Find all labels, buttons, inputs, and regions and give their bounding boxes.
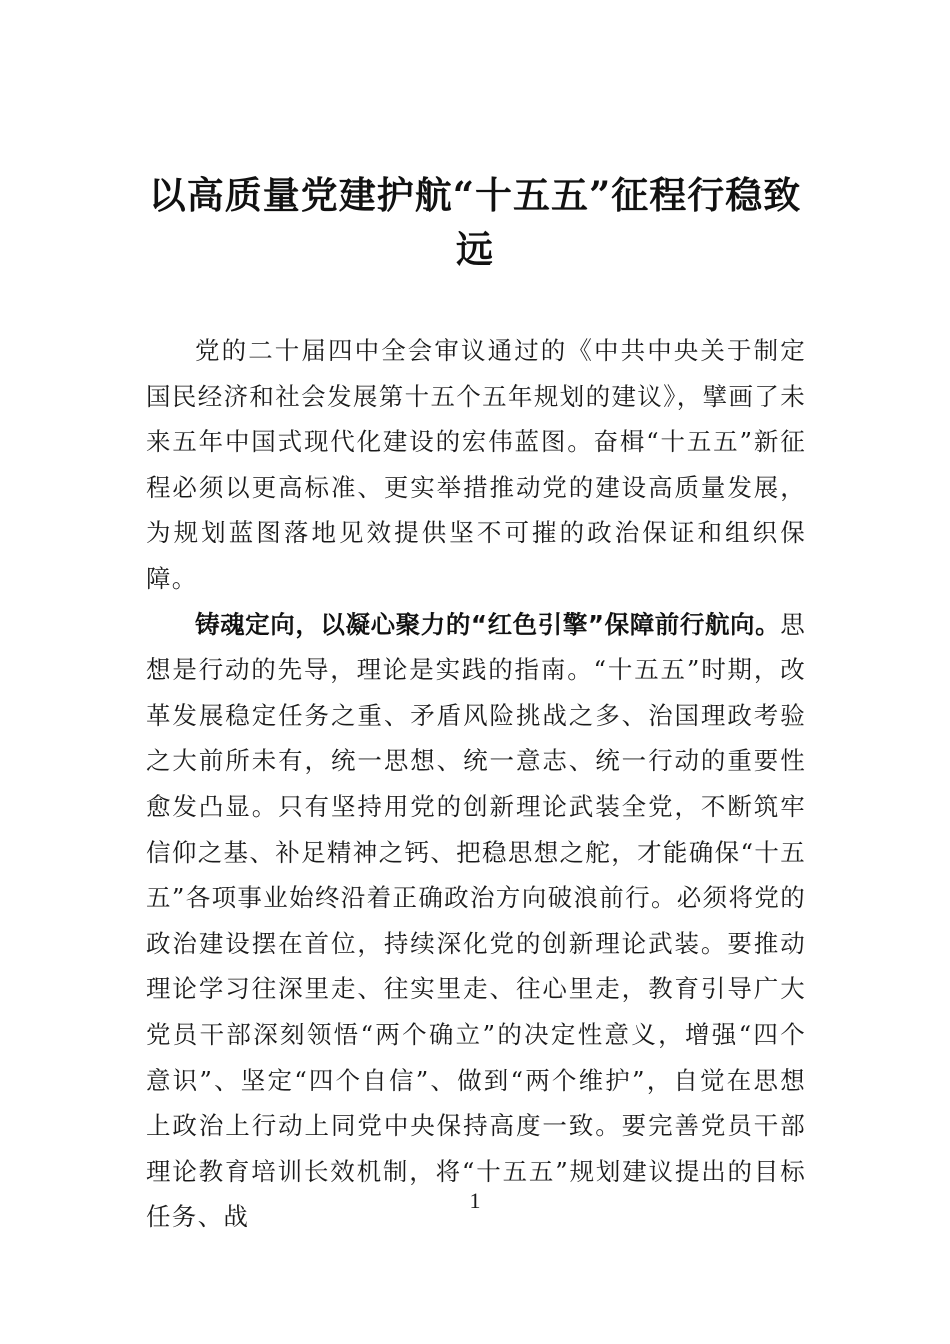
paragraph-text: 党的二十届四中全会审议通过的《中共中央关于制定国民经济和社会发展第十五个五年规划的建议》，擘画了未来五年中国式现代化建设的宏伟蓝图。奋楫“十五五”新征程必须以更高标准、更实举措推动党的建设高质量发展，为规划蓝图落地见效提供坚不可摧的政治保证和组织保障。: [146, 336, 806, 593]
paragraph-section-1: [146, 602, 806, 1240]
paragraph-lead: 铸魂定向，以凝心聚力的“红色引擎”保障前行航向。: [195, 609, 781, 639]
paragraph-text: 思想是行动的先导，理论是实践的指南。“十五五”时期，改革发展稳定任务之重、矛盾风险挑战之多、治国理政考验之大前所未有，统一思想、统一意志、统一行动的重要性愈发凸显。只有坚持用党的创新理论武装全党，不断筑牢信仰之基、补足精神之钙、把稳思想之舵，才能确保“十五五”各项事业始终沿着正确政治方向破浪前行。必须将党的政治建设摆在首位，持续深化党的创新理论武装。要推动理论学习往深里走、往实里走、往心里走，教育引导广大党员干部深刻领悟“两个确立”的决定性意义，增强“四个意识”、坚定“四个自信”、做到“两个维护”，自觉在思想上政治上行动上同党中央保持高度一致。要完善党员干部理论教育培训长效机制，将“十五五”规划建议提出的目标任务、战: [146, 609, 806, 1232]
paragraph-intro: [146, 328, 806, 602]
page-number: 1: [469, 1188, 481, 1213]
document-title: 以高质量党建护航“十五五”征程行稳致远: [148, 173, 802, 271]
document-body: [146, 328, 806, 1240]
